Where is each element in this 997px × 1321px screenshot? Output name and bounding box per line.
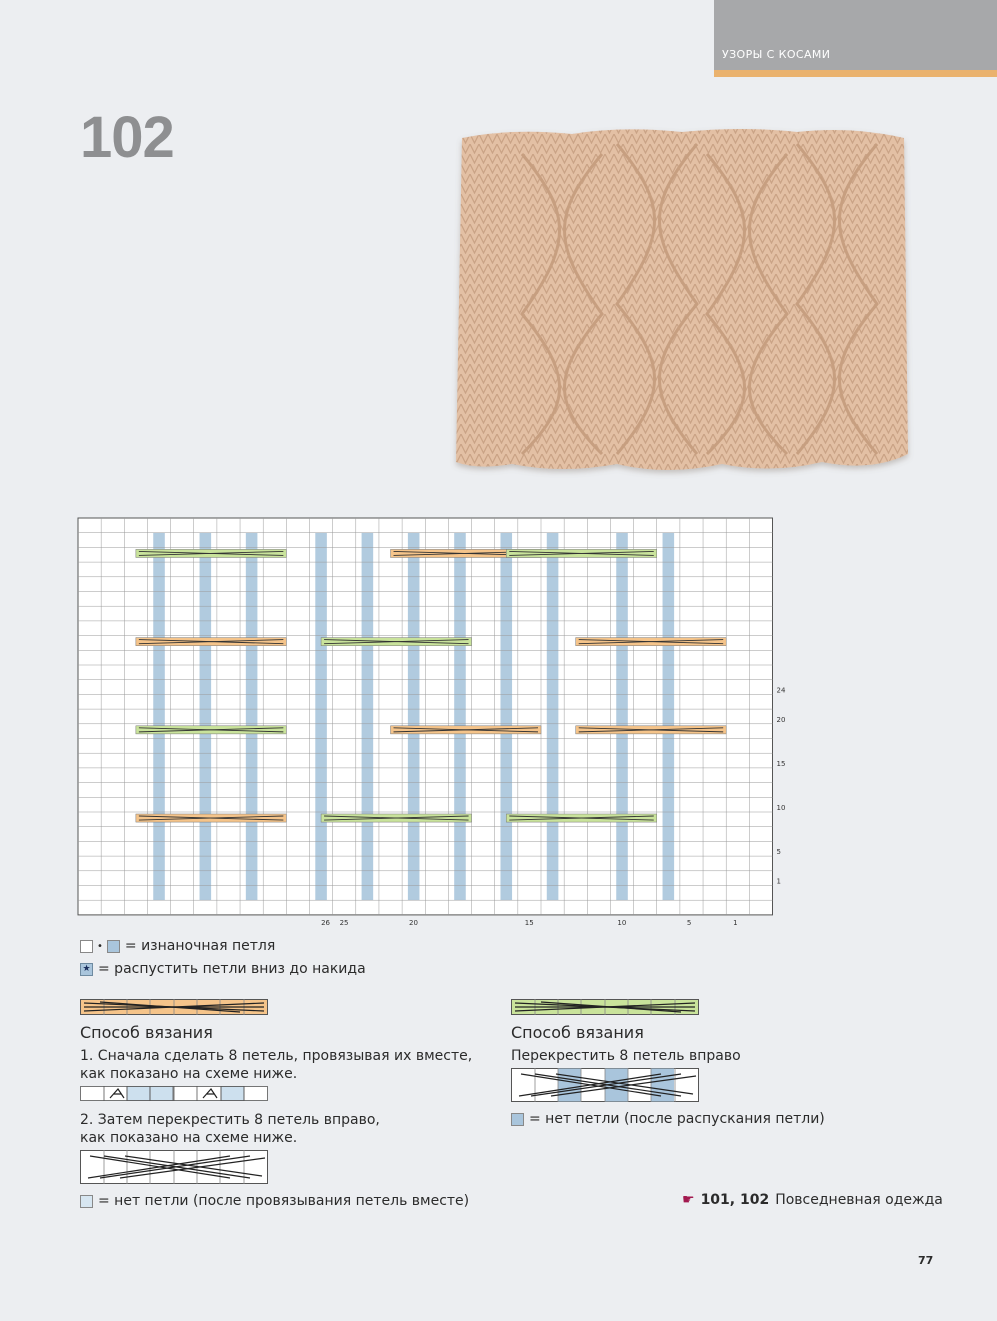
- purl-column: [408, 533, 420, 901]
- no-stitch-blue-box: [511, 1113, 524, 1126]
- chart-row-number: 20: [776, 715, 786, 724]
- purl-column: [663, 533, 675, 901]
- left-step2-line1: 2. Затем перекрестить 8 петель вправо,: [80, 1112, 380, 1128]
- reference-label: Повседневная одежда: [775, 1192, 943, 1208]
- legend-white-box: [80, 940, 93, 953]
- right-method-heading: Способ вязания: [511, 1023, 644, 1042]
- knitted-swatch-photo: [452, 124, 914, 486]
- purl-column: [616, 533, 628, 901]
- page-number: 77: [918, 1254, 934, 1267]
- purl-column: [547, 533, 559, 901]
- orange-cable-key: [80, 999, 268, 1015]
- legend-blue-box: [107, 940, 120, 953]
- chart-col-number: 26: [321, 918, 330, 927]
- pointing-hand-icon: ☛: [682, 1192, 695, 1208]
- right-method-line1: Перекрестить 8 петель вправо: [511, 1048, 741, 1064]
- chart-col-number: 20: [409, 918, 418, 927]
- section-label: УЗОРЫ С КОСАМИ: [722, 48, 831, 61]
- right-note: [511, 1111, 825, 1127]
- left-method-heading: Способ вязания: [80, 1023, 213, 1042]
- chart-row-number: 1: [776, 877, 781, 886]
- star-icon: ★: [80, 963, 93, 976]
- right-note-label: = нет петли (после распускания петли): [529, 1111, 825, 1127]
- chart-col-number: 1: [733, 918, 738, 927]
- legend-drop: [80, 961, 366, 977]
- chart-row-number: 5: [776, 848, 781, 857]
- green-cable-key: [511, 999, 699, 1015]
- legend-purl-label: = изнаночная петля: [124, 938, 276, 954]
- legend-drop-label: = распустить петли вниз до накида: [98, 961, 366, 977]
- purl-column: [500, 533, 512, 901]
- chart-col-number: 15: [524, 918, 534, 927]
- purl-column: [315, 533, 327, 901]
- pattern-number: 102: [80, 105, 174, 170]
- section-header-stripe: [714, 70, 997, 77]
- purl-column: [153, 533, 165, 901]
- left-step1-line1: 1. Сначала сделать 8 петель, провязывая их вместе,: [80, 1048, 473, 1064]
- chart-row-number: 24: [776, 686, 786, 695]
- left-cross-chart: [80, 1150, 268, 1184]
- chart-col-number: 10: [617, 918, 627, 927]
- legend-purl: [80, 938, 275, 954]
- reference-numbers: 101, 102: [700, 1192, 770, 1208]
- chart-col-number: 25: [339, 918, 349, 927]
- right-cross-chart: [511, 1068, 699, 1102]
- left-step2-line2: как показано на схеме ниже.: [80, 1130, 298, 1146]
- purl-column: [454, 533, 466, 901]
- no-stitch-box: [80, 1195, 93, 1208]
- knitting-chart: [78, 518, 786, 928]
- purl-column: [362, 533, 374, 901]
- left-step1-line2: как показано на схеме ниже.: [80, 1066, 298, 1082]
- chart-row-number: 15: [776, 759, 786, 768]
- left-note: [80, 1193, 469, 1209]
- decrease-chart: [80, 1086, 268, 1101]
- purl-column: [200, 533, 212, 901]
- chart-col-number: 5: [686, 918, 692, 927]
- legend-separator: •: [97, 940, 103, 952]
- left-note-label: = нет петли (после провязывания петель вместе): [98, 1193, 470, 1209]
- purl-column: [246, 533, 258, 901]
- chart-row-number: 10: [776, 804, 786, 812]
- pattern-reference[interactable]: [682, 1192, 943, 1208]
